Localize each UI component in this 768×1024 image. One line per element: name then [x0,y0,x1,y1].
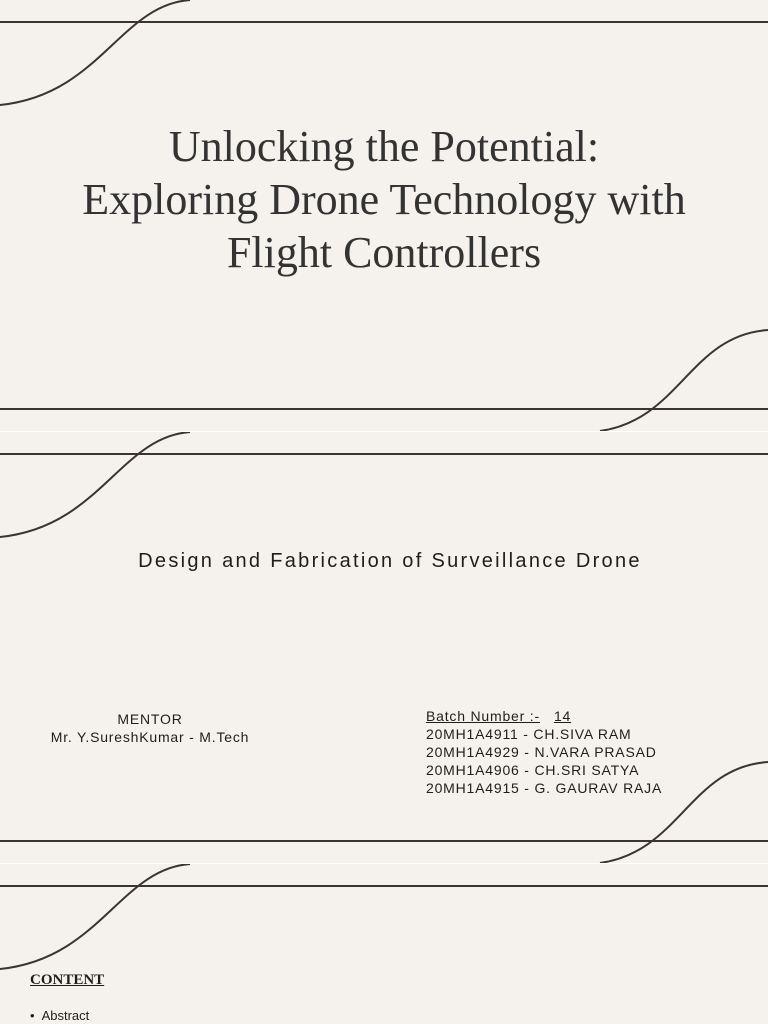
batch-member: 20MH1A4906 - CH.SRI SATYA [426,762,640,778]
mentor-label: MENTOR [117,711,183,727]
list-item: • Abstract [30,1008,89,1023]
content-slide [0,864,768,1024]
decorative-curves [0,864,768,1024]
batch-member: 20MH1A4911 - CH.SIVA RAM [426,726,632,742]
title-slide [0,0,768,431]
batch-member: 20MH1A4929 - N.VARA PRASAD [426,744,657,760]
decorative-curves [0,432,768,863]
batch-header [426,707,756,725]
title-line: Exploring Drone Technology with [82,175,686,224]
content-heading: CONTENT [30,972,105,988]
project-info-slide [0,432,768,863]
title-line: Flight Controllers [226,228,542,277]
batch-number: 14 [553,708,572,724]
mentor-name: Mr. Y.SureshKumar - M.Tech [50,729,250,745]
mentor-block [30,710,270,746]
batch-label: Batch Number :- [426,708,540,724]
batch-member: 20MH1A4915 - G. GAURAV RAJA [426,780,663,796]
title-line: Unlocking the Potential: [168,122,600,171]
content-list [30,1008,89,1023]
project-subtitle: Design and Fabrication of Surveillance Drone [138,550,642,572]
batch-block [426,707,756,797]
slide-title [40,120,728,279]
